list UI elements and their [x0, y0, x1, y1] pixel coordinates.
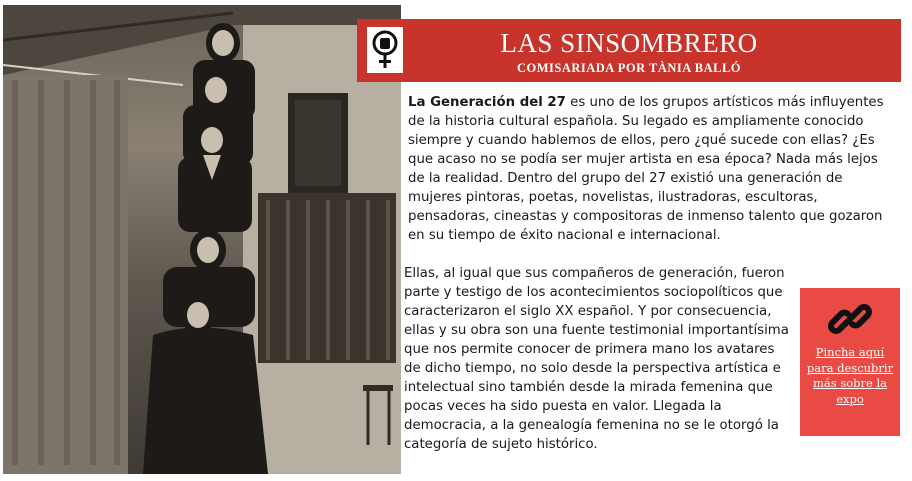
exhibition-header [357, 19, 901, 82]
historical-photo [3, 5, 401, 474]
body-paragraph: Ellas, al igual que sus compañeros de generación, fueron parte y testigo de los acontecimientos sociopolíticos que caracterizaron el siglo XX español. Y por consecuencia, ellas y su obra son una fuente testimonial importantísima que nos permite conocer de primera mano los avatares de dicho tiempo, no solo desde la perspectiva artística e intelectual sino también desde la mirada femenina que pocas veces ha sido puesta en valor. Llegada la democracia, a la genealogía femenina no se le otorgó la categoría de sujeto histórico. [404, 266, 789, 452]
discover-expo-link[interactable]: Pincha aquí para descubrir más sobre la expo [806, 345, 894, 406]
intro-bold-lead: La Generación del 27 [408, 95, 566, 110]
chain-link-icon [828, 297, 872, 341]
discover-expo-card[interactable] [800, 288, 900, 436]
intro-paragraph [408, 93, 888, 245]
intro-text: es uno de los grupos artísticos más influyentes de la historia cultural española. Su legado es ampliamente conocido siempre y cuando hablemos de ellos, pero ¿qué sucede con ellas? ¿Es que acaso no se podía ser mujer artista en esa época? Nada más lejos de la realidad. Dentro del grupo del 27 existió una generación de mujeres pintoras, poetas, novelistas, ilustradoras, escultoras, pensadoras, cineastas y compositoras de inmenso talento que gozaron en su tiempo de éxito nacional e internacional. [408, 95, 884, 243]
page-subtitle: COMISARIADA POR TÀNIA BALLÓ [516, 61, 742, 75]
page-title: LAS SINSOMBRERO [500, 28, 758, 58]
